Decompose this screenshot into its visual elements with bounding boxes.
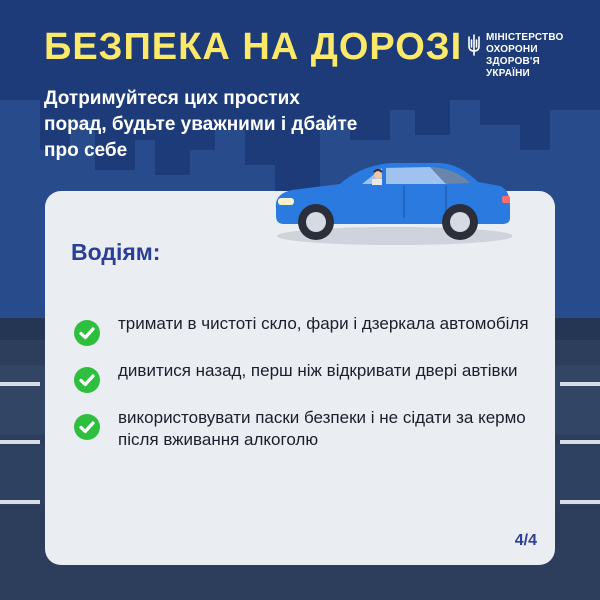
card-heading: Водіям: bbox=[71, 239, 161, 265]
tip-item bbox=[73, 313, 533, 335]
check-circle-icon bbox=[73, 366, 101, 394]
tip-item bbox=[73, 407, 533, 451]
trident-icon bbox=[468, 34, 480, 56]
ministry-name bbox=[486, 32, 564, 80]
tips-list bbox=[73, 313, 533, 476]
car-illustration bbox=[270, 156, 512, 248]
page-title: БЕЗПЕКА НА ДОРОЗІ bbox=[44, 26, 463, 68]
ministry-name-line: МІНІСТЕРСТВО bbox=[486, 32, 564, 43]
tip-text: тримати в чистоті скло, фари і дзеркала автомобіля bbox=[118, 314, 529, 333]
check-circle-icon bbox=[73, 319, 101, 347]
tip-item bbox=[73, 360, 533, 382]
subtitle: Дотримуйтеся цих простих порад, будьте уважними і дбайте про себе bbox=[44, 88, 358, 161]
ministry-name-line: УКРАЇНИ bbox=[486, 68, 530, 79]
check-circle-icon bbox=[73, 413, 101, 441]
ministry-name-line: ОХОРОНИ bbox=[486, 44, 538, 55]
ministry-name-line: ЗДОРОВ'Я bbox=[486, 56, 540, 67]
page-indicator: 4/4 bbox=[514, 532, 537, 549]
tip-text: дивитися назад, перш ніж відкривати двері автівки bbox=[118, 361, 518, 380]
ministry-logo bbox=[468, 32, 564, 80]
tip-text: використовувати паски безпеки і не сідати за кермо після вживання алкоголю bbox=[118, 408, 526, 449]
